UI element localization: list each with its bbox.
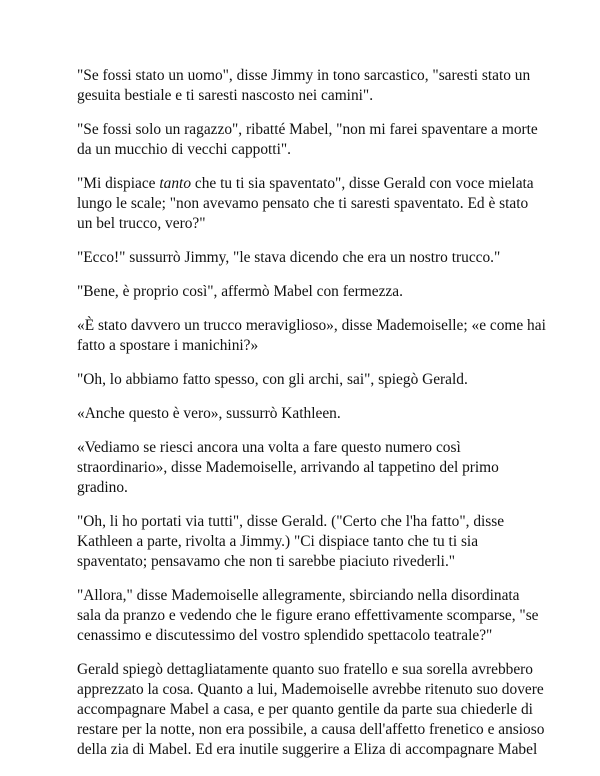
text-line: Gerald spiegò dettagliatamente quanto suo fratello e sua sorella avrebbero [77,661,533,678]
text-line: della zia di Mabel. Ed era inutile suggerire a Eliza di accompagnare Mabel [77,741,538,758]
text-line: lungo le scale; "non avevamo pensato che ti saresti spaventato. Ed è stato [77,195,529,212]
text-line: Kathleen a parte, rivolta a Jimmy.) "Ci dispiace tanto che tu ti sia [77,533,479,550]
body-text [77,66,546,774]
text-line: gesuita bestiale e ti saresti nascosto nei camini". [77,87,374,104]
paragraph-1 [77,66,537,106]
text-run: che tu ti sia spaventato", disse Gerald con voce mielata [191,175,534,192]
text-line: accompagnare Mabel a casa, e per quanto gentile da parte sua chiederle di [77,701,533,718]
text-line: «Anche questo è vero», sussurrò Kathleen. [77,405,341,422]
paragraph-3 [77,174,537,234]
text-line-mixed [77,174,537,194]
text-line: "Allora," disse Mademoiselle allegramente, sbirciando nella disordinata [77,587,520,604]
text-line: "Oh, lo abbiamo fatto spesso, con gli archi, sai", spiegò Gerald. [77,371,468,388]
paragraph-11 [77,586,537,646]
text-line: cenassimo e discutessimo del vostro splendido spettacolo teatrale?" [77,627,493,644]
emphasis-text: tanto [159,175,192,192]
paragraph-6 [77,316,546,356]
text-line: apprezzato la cosa. Quanto a lui, Mademoiselle avrebbe ritenuto suo dovere [77,681,544,698]
text-line: restare per la notte, non era possibile, a causa dell'affetto frenetico e ansioso [77,721,545,738]
text-line: "Bene, è proprio così", affermò Mabel con fermezza. [77,283,403,300]
paragraph-12 [77,660,545,760]
text-line: "Ecco!" sussurrò Jimmy, "le stava dicendo che era un nostro trucco." [77,249,501,266]
paragraph-4 [77,248,537,268]
text-line: «Vediamo se riesci ancora una volta a fare questo numero così [77,439,461,456]
paragraph-9 [77,438,537,498]
text-line: da un mucchio di vecchi cappotti". [77,141,291,158]
paragraph-10 [77,512,537,572]
text-line: spaventato; pensavamo che non ti sarebbe piaciuto rivederli." [77,553,456,570]
paragraph-2 [77,120,537,160]
text-line: gradino. [77,479,128,496]
text-line: straordinario», disse Mademoiselle, arrivando al tappetino del primo [77,459,499,476]
text-line: "Se fossi stato un uomo", disse Jimmy in tono sarcastico, "saresti stato un [77,67,531,84]
text-line: sala da pranzo e vedendo che le figure erano effettivamente scomparse, "se [77,607,539,624]
paragraph-8 [77,404,537,424]
text-run: "Mi dispiace [77,175,160,192]
paragraph-7 [77,370,537,390]
text-line: "Se fossi solo un ragazzo", ribatté Mabel, "non mi farei spaventare a morte [77,121,538,138]
text-line: "Oh, li ho portati via tutti", disse Gerald. ("Certo che l'ha fatto", disse [77,513,505,530]
paragraph-5 [77,282,537,302]
text-line: un bel trucco, vero?" [77,215,206,232]
text-line: «È stato davvero un trucco meraviglioso», disse Mademoiselle; «e come hai [77,317,546,334]
text-line: fatto a spostare i manichini?» [77,337,259,354]
